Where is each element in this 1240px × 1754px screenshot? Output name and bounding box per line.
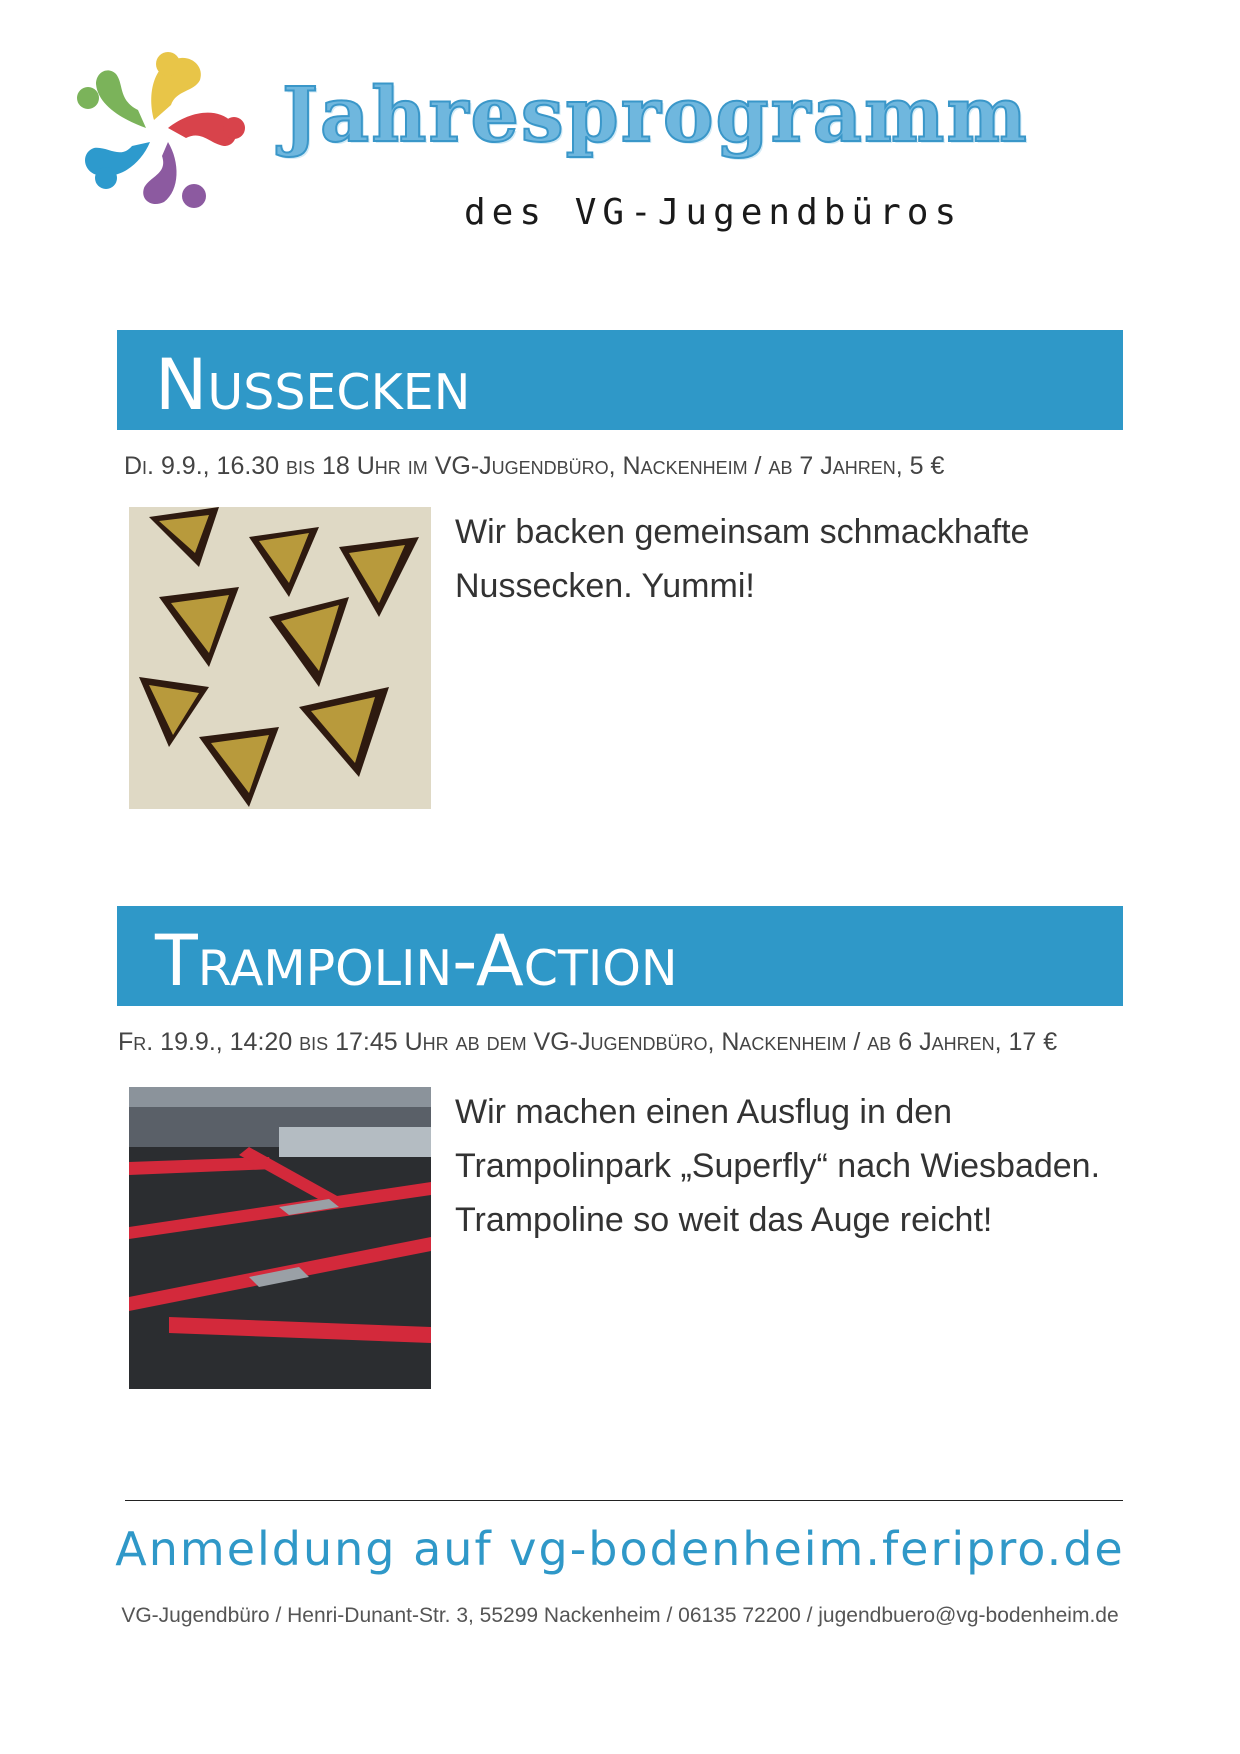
description-line: Trampoline so weit das Auge reicht! bbox=[455, 1201, 993, 1239]
page-title: Jahresprogramm bbox=[282, 70, 1029, 159]
section-header-trampolin bbox=[117, 906, 1123, 1006]
logo-petal-yellow bbox=[151, 52, 201, 120]
event-meta: Fr. 19.9., 14:20 bis 17:45 Uhr ab dem VG-Jugendbüro, Nackenheim / ab 6 Jahren, 17 € bbox=[118, 1028, 1058, 1056]
logo-petal-red bbox=[168, 113, 245, 146]
section-title: Nussecken bbox=[155, 344, 471, 426]
section-title: Trampolin-Action bbox=[155, 920, 678, 1002]
description-line: Nussecken. Yummi! bbox=[455, 567, 755, 605]
logo-icon bbox=[76, 50, 246, 210]
event-meta: Di. 9.9., 16.30 bis 18 Uhr im VG-Jugendbüro, Nackenheim / ab 7 Jahren, 5 € bbox=[124, 452, 945, 480]
trampolin-photo bbox=[129, 1087, 431, 1389]
description-line: Wir machen einen Ausflug in den bbox=[455, 1093, 953, 1131]
description-line: Trampolinpark „Superfly“ nach Wiesbaden. bbox=[455, 1147, 1101, 1185]
event-description bbox=[455, 1085, 1155, 1247]
logo-petal-blue bbox=[85, 142, 150, 189]
nussecken-photo bbox=[129, 507, 431, 809]
logo-petal-green bbox=[77, 70, 146, 128]
page-subtitle: des VG-Jugendbüros bbox=[464, 192, 963, 233]
section-header-nussecken bbox=[117, 330, 1123, 430]
contact-info: VG-Jugendbüro / Henri-Dunant-Str. 3, 55299 Nackenheim / 06135 72200 / jugendbuero@vg-bodenheim.de bbox=[121, 1604, 1119, 1627]
event-description bbox=[455, 505, 1155, 613]
description-line: Wir backen gemeinsam schmackhafte bbox=[455, 513, 1030, 551]
logo-petal-purple bbox=[143, 142, 206, 208]
footer-divider bbox=[125, 1500, 1123, 1501]
registration-link[interactable]: Anmeldung auf vg-bodenheim.feripro.de bbox=[115, 1522, 1125, 1576]
